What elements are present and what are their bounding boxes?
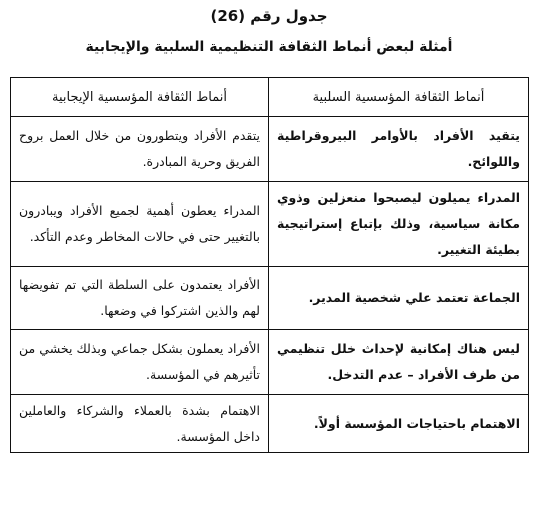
table-number-caption: جدول رقم (26) xyxy=(210,7,328,25)
negative-pattern-cell: الجماعة تعتمد علي شخصية المدير. xyxy=(269,267,529,330)
positive-pattern-cell: الاهتمام بشدة بالعملاء والشركاء والعاملين داخل المؤسسة. xyxy=(11,395,269,453)
negative-pattern-cell: يتقيد الأفراد بالأوامر البيروقراطية واللوائح. xyxy=(269,117,529,182)
table-title: أمثلة لبعض أنماط الثقافة التنظيمية السلبية والإيجابية xyxy=(85,39,453,55)
header-positive-patterns: أنماط الثقافة المؤسسية الإيجابية xyxy=(11,78,269,117)
table-row xyxy=(11,395,529,453)
positive-pattern-cell: المدراء يعطون أهمية لجميع الأفراد ويبادرون بالتغيير حتى في حالات المخاطر وعدم التأكد. xyxy=(11,182,269,267)
table-header-row xyxy=(11,78,529,117)
table-row xyxy=(11,330,529,395)
positive-pattern-cell: الأفراد يعملون بشكل جماعي وبذلك يخشي من تأثيرهم في المؤسسة. xyxy=(11,330,269,395)
negative-pattern-cell: المدراء يميلون ليصبحوا منعزلين وذوي مكانة سياسية، وذلك بإتباع إستراتيجية بطيئة التغيير. xyxy=(269,182,529,267)
culture-patterns-table xyxy=(10,77,529,453)
negative-pattern-cell: ليس هناك إمكانية لإحداث خلل تنظيمي من طرف الأفراد – عدم التدخل. xyxy=(269,330,529,395)
table-row xyxy=(11,182,529,267)
header-negative-patterns: أنماط الثقافة المؤسسية السلبية xyxy=(269,78,529,117)
positive-pattern-cell: يتقدم الأفراد ويتطورون من خلال العمل بروح الفريق وحرية المبادرة. xyxy=(11,117,269,182)
negative-pattern-cell: الاهتمام باحتياجات المؤسسة أولاً. xyxy=(269,395,529,453)
table-row xyxy=(11,267,529,330)
positive-pattern-cell: الأفراد يعتمدون على السلطة التي تم تفويضها لهم والذين اشتركوا في وضعها. xyxy=(11,267,269,330)
table-row xyxy=(11,117,529,182)
